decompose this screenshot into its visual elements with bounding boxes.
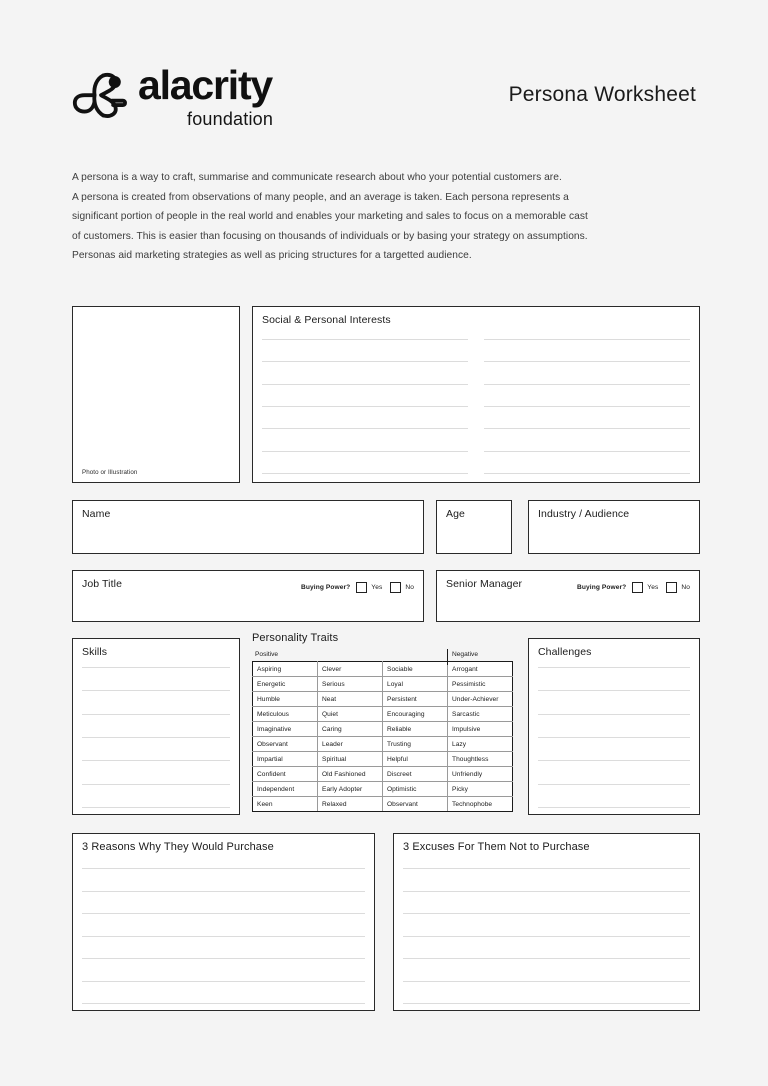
- buying-power-label: Buying Power?: [577, 584, 627, 591]
- rule-line: [82, 760, 230, 761]
- rule-line: [538, 807, 690, 808]
- table-row: [253, 692, 513, 707]
- trait-cell[interactable]: Unfriendly: [448, 767, 513, 782]
- job-title-field[interactable]: [72, 570, 424, 622]
- skills-write-lines[interactable]: [82, 667, 230, 808]
- trait-cell[interactable]: Helpful: [383, 752, 448, 767]
- rule-line: [538, 714, 690, 715]
- intro-line-5: Personas aid marketing strategies as well as pricing structures for a targetted audience.: [72, 250, 472, 262]
- buying-power-label: Buying Power?: [301, 584, 351, 591]
- job-title-label: Job Title: [82, 578, 123, 590]
- reasons-write-lines[interactable]: [82, 868, 365, 1004]
- trait-cell[interactable]: Discreet: [383, 767, 448, 782]
- rule-line: [262, 384, 468, 385]
- table-row: [253, 782, 513, 797]
- trait-cell[interactable]: Observant: [253, 737, 318, 752]
- rule-line: [403, 891, 690, 892]
- rule-line: [82, 667, 230, 668]
- trait-cell[interactable]: Picky: [448, 782, 513, 797]
- personality-traits-table[interactable]: [252, 661, 513, 812]
- interests-write-lines[interactable]: [262, 339, 690, 474]
- buying-power-yes-label: Yes: [647, 584, 659, 591]
- intro-line-2: A persona is created from observations of many people, and an average is taken. Each persona represents a: [72, 191, 569, 203]
- interests-column-left: [262, 339, 468, 474]
- personality-traits-section: [252, 632, 513, 812]
- rule-line: [82, 868, 365, 869]
- trait-cell[interactable]: Old Fashioned: [318, 767, 383, 782]
- trait-cell[interactable]: Observant: [383, 797, 448, 812]
- table-row: [253, 722, 513, 737]
- reasons-to-purchase-box[interactable]: [72, 833, 375, 1011]
- trait-cell[interactable]: Trusting: [383, 737, 448, 752]
- challenges-write-lines[interactable]: [538, 667, 690, 808]
- negative-group-label: Negative: [452, 651, 479, 658]
- age-field[interactable]: [436, 500, 512, 554]
- rule-line: [82, 714, 230, 715]
- challenges-box[interactable]: [528, 638, 700, 815]
- trait-cell[interactable]: Humble: [253, 692, 318, 707]
- alacrity-butterfly-mark-icon: [72, 70, 128, 122]
- trait-cell[interactable]: Keen: [253, 797, 318, 812]
- trait-cell[interactable]: Clever: [318, 662, 383, 677]
- table-row: [253, 677, 513, 692]
- senior-manager-label: Senior Manager: [446, 578, 523, 590]
- rule-line: [403, 936, 690, 937]
- trait-cell[interactable]: Thoughtless: [448, 752, 513, 767]
- rule-line: [82, 936, 365, 937]
- page-header: [0, 0, 768, 150]
- logo-wordmark: [138, 62, 274, 130]
- social-personal-interests-box[interactable]: [252, 306, 700, 483]
- alacrity-logo: [72, 62, 274, 130]
- rule-line: [484, 406, 690, 407]
- rule-line: [262, 451, 468, 452]
- intro-line-3: significant portion of people in the real world and enables your marketing and sales to focus on a memorable cast: [72, 211, 588, 223]
- trait-cell[interactable]: Serious: [318, 677, 383, 692]
- rule-line: [403, 868, 690, 869]
- rule-line: [262, 361, 468, 362]
- intro-paragraph: [72, 168, 700, 266]
- trait-cell[interactable]: Aspiring: [253, 662, 318, 677]
- photo-or-illustration-box[interactable]: [72, 306, 240, 483]
- trait-cell[interactable]: Early Adopter: [318, 782, 383, 797]
- table-row: [253, 797, 513, 812]
- rule-line: [262, 473, 468, 474]
- job-title-buying-power-group[interactable]: [301, 582, 414, 593]
- buying-power-no-label: No: [405, 584, 414, 591]
- trait-cell[interactable]: Persistent: [383, 692, 448, 707]
- buying-power-yes-checkbox[interactable]: [356, 582, 367, 593]
- rule-line: [538, 760, 690, 761]
- trait-cell[interactable]: Technophobe: [448, 797, 513, 812]
- rule-line: [262, 339, 468, 340]
- trait-cell[interactable]: Sarcastic: [448, 707, 513, 722]
- trait-cell[interactable]: Under-Achiever: [448, 692, 513, 707]
- trait-cell[interactable]: Relaxed: [318, 797, 383, 812]
- interests-column-right: [484, 339, 690, 474]
- rule-line: [82, 981, 365, 982]
- trait-cell[interactable]: Meticulous: [253, 707, 318, 722]
- rule-line: [82, 891, 365, 892]
- senior-manager-buying-power-group[interactable]: [577, 582, 690, 593]
- logo-subtitle: foundation: [187, 108, 274, 129]
- interests-title: Social & Personal Interests: [262, 314, 391, 326]
- buying-power-no-checkbox[interactable]: [390, 582, 401, 593]
- table-row: [253, 752, 513, 767]
- personality-traits-group-headers: [252, 651, 512, 661]
- trait-cell[interactable]: Leader: [318, 737, 383, 752]
- trait-cell[interactable]: Spiritual: [318, 752, 383, 767]
- skills-title: Skills: [82, 646, 108, 658]
- rule-line: [403, 913, 690, 914]
- rule-line: [82, 690, 230, 691]
- personality-traits-title: Personality Traits: [252, 632, 339, 644]
- rule-line: [82, 737, 230, 738]
- reasons-title: 3 Reasons Why They Would Purchase: [82, 841, 274, 853]
- excuses-write-lines[interactable]: [403, 868, 690, 1004]
- rule-line: [538, 667, 690, 668]
- rule-line: [484, 451, 690, 452]
- buying-power-no-checkbox[interactable]: [666, 582, 677, 593]
- rule-line: [484, 361, 690, 362]
- trait-cell[interactable]: Optimistic: [383, 782, 448, 797]
- group-divider: [447, 649, 448, 665]
- intro-line-1: A persona is a way to craft, summarise and communicate research about who your potential customers are.: [72, 172, 562, 183]
- trait-cell[interactable]: Caring: [318, 722, 383, 737]
- industry-audience-field[interactable]: [528, 500, 700, 554]
- personality-traits-body: [253, 662, 513, 812]
- rule-line: [82, 913, 365, 914]
- trait-cell[interactable]: Loyal: [383, 677, 448, 692]
- rule-line: [262, 406, 468, 407]
- trait-cell[interactable]: Encouraging: [383, 707, 448, 722]
- rule-line: [538, 690, 690, 691]
- trait-cell[interactable]: Imaginative: [253, 722, 318, 737]
- logo-word: alacrity: [138, 62, 273, 108]
- trait-cell[interactable]: Independent: [253, 782, 318, 797]
- name-label: Name: [82, 508, 111, 520]
- buying-power-no-label: No: [681, 584, 690, 591]
- trait-cell[interactable]: Quiet: [318, 707, 383, 722]
- trait-cell[interactable]: Pessimistic: [448, 677, 513, 692]
- trait-cell[interactable]: Energetic: [253, 677, 318, 692]
- age-label: Age: [446, 508, 465, 520]
- rule-line: [538, 737, 690, 738]
- table-row: [253, 662, 513, 677]
- rule-line: [484, 384, 690, 385]
- trait-cell[interactable]: Impartial: [253, 752, 318, 767]
- trait-cell[interactable]: Reliable: [383, 722, 448, 737]
- rule-line: [538, 784, 690, 785]
- rule-line: [82, 1003, 365, 1004]
- rule-line: [403, 958, 690, 959]
- trait-cell[interactable]: Sociable: [383, 662, 448, 677]
- rule-line: [403, 981, 690, 982]
- excuses-title: 3 Excuses For Them Not to Purchase: [403, 841, 590, 853]
- rule-line: [484, 473, 690, 474]
- table-row: [253, 737, 513, 752]
- buying-power-yes-label: Yes: [371, 584, 383, 591]
- rule-line: [262, 428, 468, 429]
- rule-line: [82, 784, 230, 785]
- rule-line: [82, 807, 230, 808]
- table-row: [253, 707, 513, 722]
- trait-cell[interactable]: Lazy: [448, 737, 513, 752]
- photo-box-note: Photo or Illustration: [82, 469, 138, 476]
- table-row: [253, 767, 513, 782]
- senior-manager-field[interactable]: [436, 570, 700, 622]
- rule-line: [484, 428, 690, 429]
- rule-line: [403, 1003, 690, 1004]
- excuses-not-to-purchase-box[interactable]: [393, 833, 700, 1011]
- challenges-title: Challenges: [538, 646, 592, 658]
- positive-group-label: Positive: [255, 651, 279, 658]
- rule-line: [82, 958, 365, 959]
- page-title: Persona Worksheet: [508, 83, 696, 106]
- trait-cell[interactable]: Confident: [253, 767, 318, 782]
- industry-label: Industry / Audience: [538, 508, 630, 520]
- trait-cell[interactable]: Neat: [318, 692, 383, 707]
- skills-box[interactable]: [72, 638, 240, 815]
- name-field[interactable]: [72, 500, 424, 554]
- trait-cell[interactable]: Arrogant: [448, 662, 513, 677]
- intro-line-4: of customers. This is easier than focusing on thousands of individuals or by basing your strategy on assumptions.: [72, 230, 588, 242]
- rule-line: [484, 339, 690, 340]
- buying-power-yes-checkbox[interactable]: [632, 582, 643, 593]
- trait-cell[interactable]: Impulsive: [448, 722, 513, 737]
